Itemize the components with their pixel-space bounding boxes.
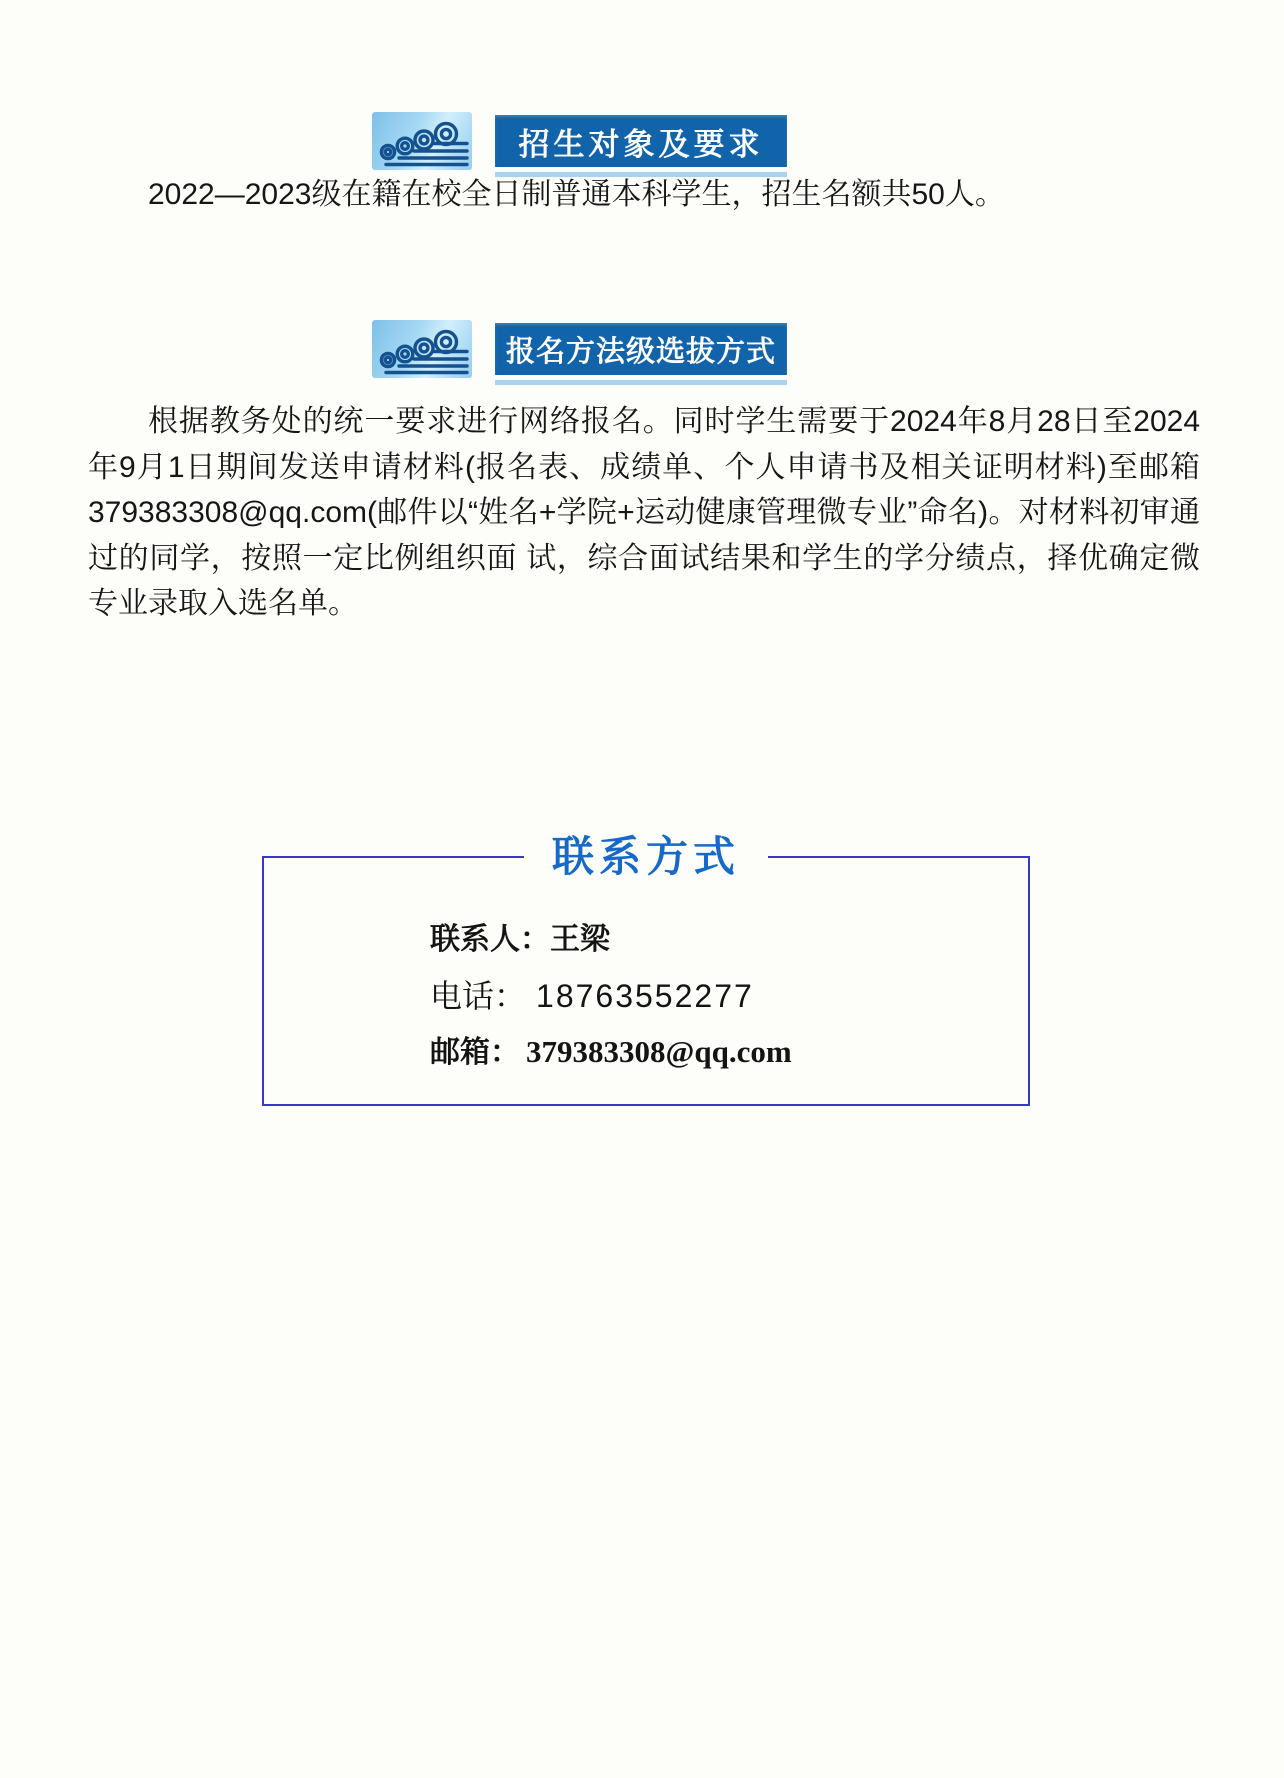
contact-phone-value: 18763552277 — [536, 978, 754, 1014]
section-banner-application-label: 报名方法级选拔方式 — [505, 335, 776, 368]
contact-email-value: 379383308@qq.com — [526, 1034, 792, 1069]
contact-email-label: 邮箱： — [430, 1036, 520, 1069]
contact-phone-row — [430, 976, 792, 1016]
wave-icon — [372, 112, 472, 170]
banner-underline — [495, 380, 787, 385]
contact-phone-label: 电话： — [430, 978, 527, 1014]
application-paragraph: 根据教务处的统一要求进行网络报名。同时学生需要于2024年8月28日至2024年9月1日期间发送申请材料(报名表、成绩单、个人申请书及相关证明材料)至邮箱379383308@qq.com(邮件以“姓名+学院+运动健康管理微专业”命名)。对材料初审通过的同学，按照一定比例组织面 试，综合面试结果和学生的学分绩点，择优确定微专业录取入选名单。 — [88, 405, 1200, 620]
contact-box — [262, 833, 1030, 1106]
contact-person-label: 联系人： — [430, 923, 550, 956]
wave-icon — [372, 320, 472, 378]
admission-paragraph: 2022—2023级在籍在校全日制普通本科学生，招生名额共50人。 — [148, 178, 1005, 211]
contact-rows — [430, 920, 792, 1088]
contact-email-row — [430, 1032, 792, 1072]
section-banner-admission-label: 招生对象及要求 — [518, 126, 764, 162]
contact-person-row — [430, 920, 792, 960]
section-banner-admission — [495, 115, 787, 167]
contact-title: 联系方式 — [524, 828, 768, 886]
contact-person-value: 王梁 — [550, 923, 610, 956]
section-banner-application — [495, 323, 787, 375]
